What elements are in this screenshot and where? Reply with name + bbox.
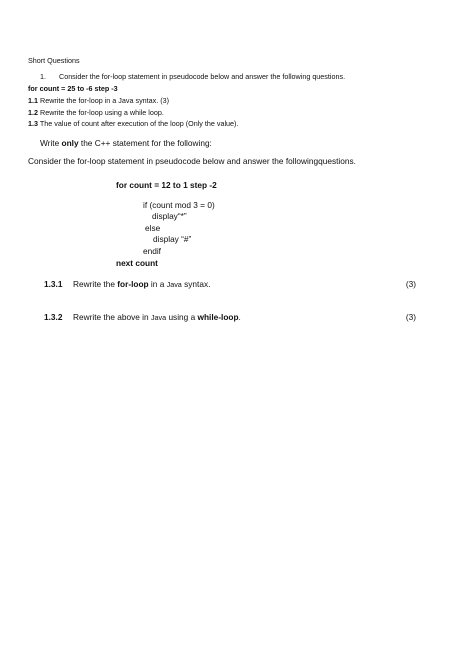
list-item bbox=[28, 96, 169, 105]
item-number: 1.2 bbox=[28, 108, 38, 117]
question-1-3-1-number: 1.3.1 bbox=[44, 279, 63, 289]
code-if-line: if (count mod 3 = 0) bbox=[143, 200, 215, 210]
item-text: The value of count after execution of the loop (Only the value). bbox=[39, 119, 239, 128]
for-statement: for count = 25 to -6 step -3 bbox=[28, 84, 118, 93]
question-1-3-2-marks: (3) bbox=[405, 312, 416, 322]
question-1-3-2-text: Rewrite the above in Java using a while-loop. bbox=[73, 312, 241, 322]
consider-instruction: Consider the for-loop statement in pseudocode below and answer the followingquestions. bbox=[28, 156, 356, 166]
list-item bbox=[28, 108, 164, 117]
code-next-line: next count bbox=[116, 258, 158, 268]
list-item bbox=[28, 119, 238, 128]
write-only-instruction: Write only the C++ statement for the following: bbox=[40, 138, 212, 148]
question-1-number: 1. bbox=[40, 72, 46, 81]
question-1-3-1-marks: (3) bbox=[405, 279, 416, 289]
item-text: Rewrite the for-loop in a Java syntax. (3) bbox=[40, 96, 170, 105]
item-number: 1.1 bbox=[28, 96, 38, 105]
question-1-3-2-number: 1.3.2 bbox=[44, 312, 63, 322]
code-display-hash: display “#” bbox=[153, 234, 192, 244]
question-1-3-1-text: Rewrite the for-loop in a Java syntax. bbox=[73, 279, 211, 289]
item-number: 1.3 bbox=[28, 119, 38, 128]
code-endif-line: endif bbox=[143, 246, 161, 256]
code-else-line: else bbox=[145, 223, 161, 233]
question-1-text: Consider the for-loop statement in pseudocode below and answer the following questions. bbox=[59, 72, 346, 81]
section-heading: Short Questions bbox=[28, 56, 80, 65]
item-text: Rewrite the for-loop using a while loop. bbox=[40, 108, 164, 117]
emphasis-only: only bbox=[61, 138, 79, 148]
code-for-line: for count = 12 to 1 step -2 bbox=[116, 180, 217, 190]
code-display-star: display“*” bbox=[152, 211, 187, 221]
